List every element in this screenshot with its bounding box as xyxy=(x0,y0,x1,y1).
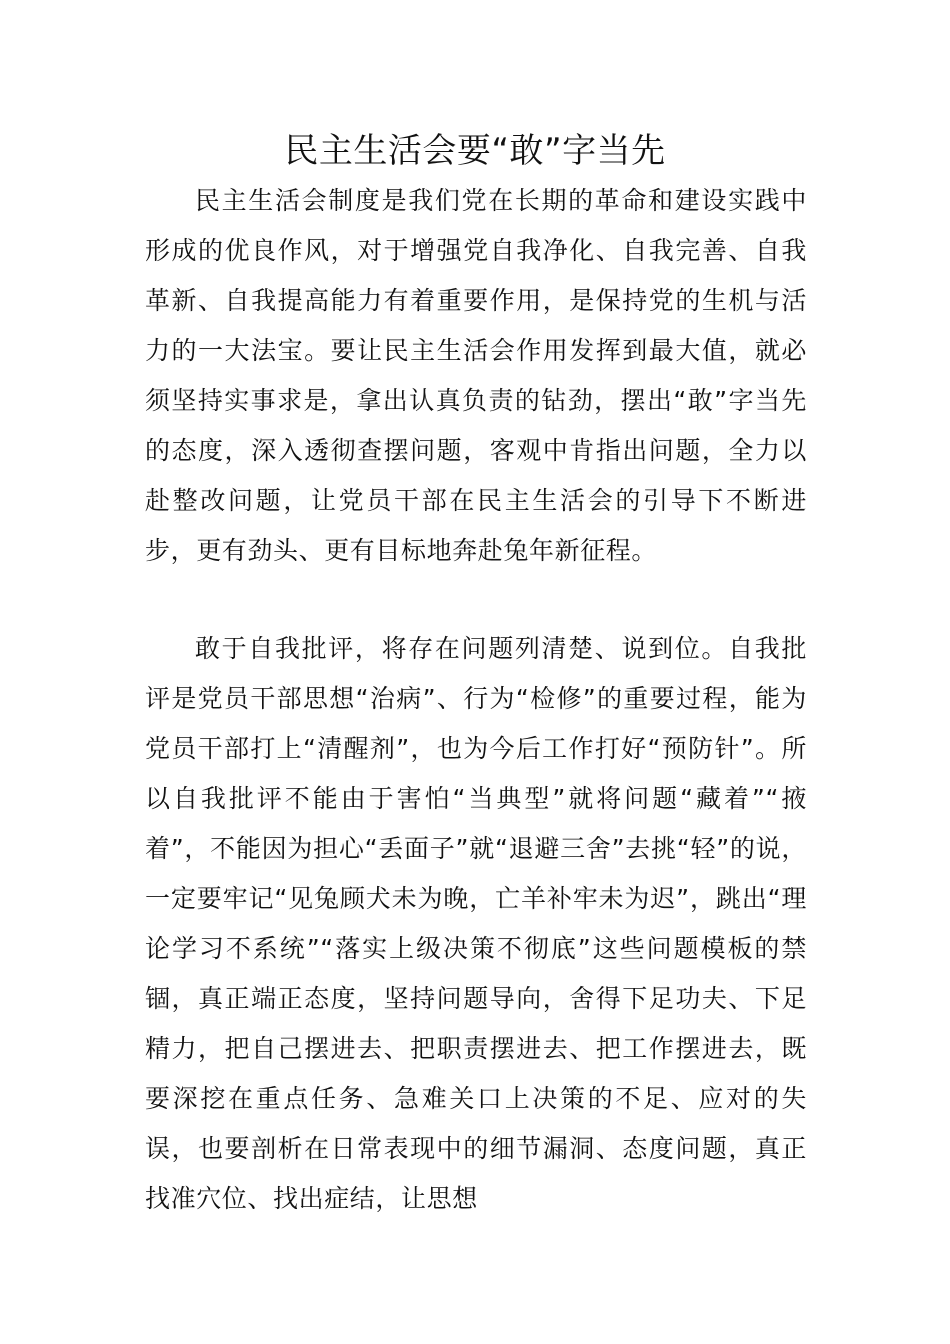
document-title: 民主生活会要“敢”字当先 xyxy=(284,131,666,171)
paragraph-1: 民主生活会制度是我们党在长期的革命和建设实践中形成的优良作风，对于增强党自我净化、自我完善、自我革新、自我提高能力有着重要作用，是保持党的生机与活力的一大法宝。要让民主生活会作用发挥到最大值，就必须坚持实事求是，拿出认真负责的钻劲，摆出“敢”字当先的态度，深入透彻查摆问题，客观中肯指出问题，全力以赴整改问题，让党员干部在民主生活会的引导下不断进步，更有劲头、更有目标地奔赴兔年新征程。 xyxy=(145,186,807,565)
paragraph-2: 敢于自我批评，将存在问题列清楚、说到位。自我批评是党员干部思想“治病”、行为“检修”的重要过程，能为党员干部打上“清醒剂”，也为今后工作打好“预防针”。所以自我批评不能由于害怕“当典型”就将问题“藏着”“掖着”，不能因为担心“丢面子”就“退避三舍”去挑“轻”的说，一定要牢记“见兔顾犬未为晚，亡羊补牢未为迟”，跳出“理论学习不系统”“落实上级决策不彻底”这些问题模板的禁锢，真正端正态度，坚持问题导向，舍得下足功夫、下足精力，把自己摆进去、把职责摆进去、把工作摆进去，既要深挖在重点任务、急难关口上决策的不足、应对的失误，也要剖析在日常表现中的细节漏洞、态度问题，真正找准穴位、找出症结，让思想 xyxy=(145,634,807,1213)
